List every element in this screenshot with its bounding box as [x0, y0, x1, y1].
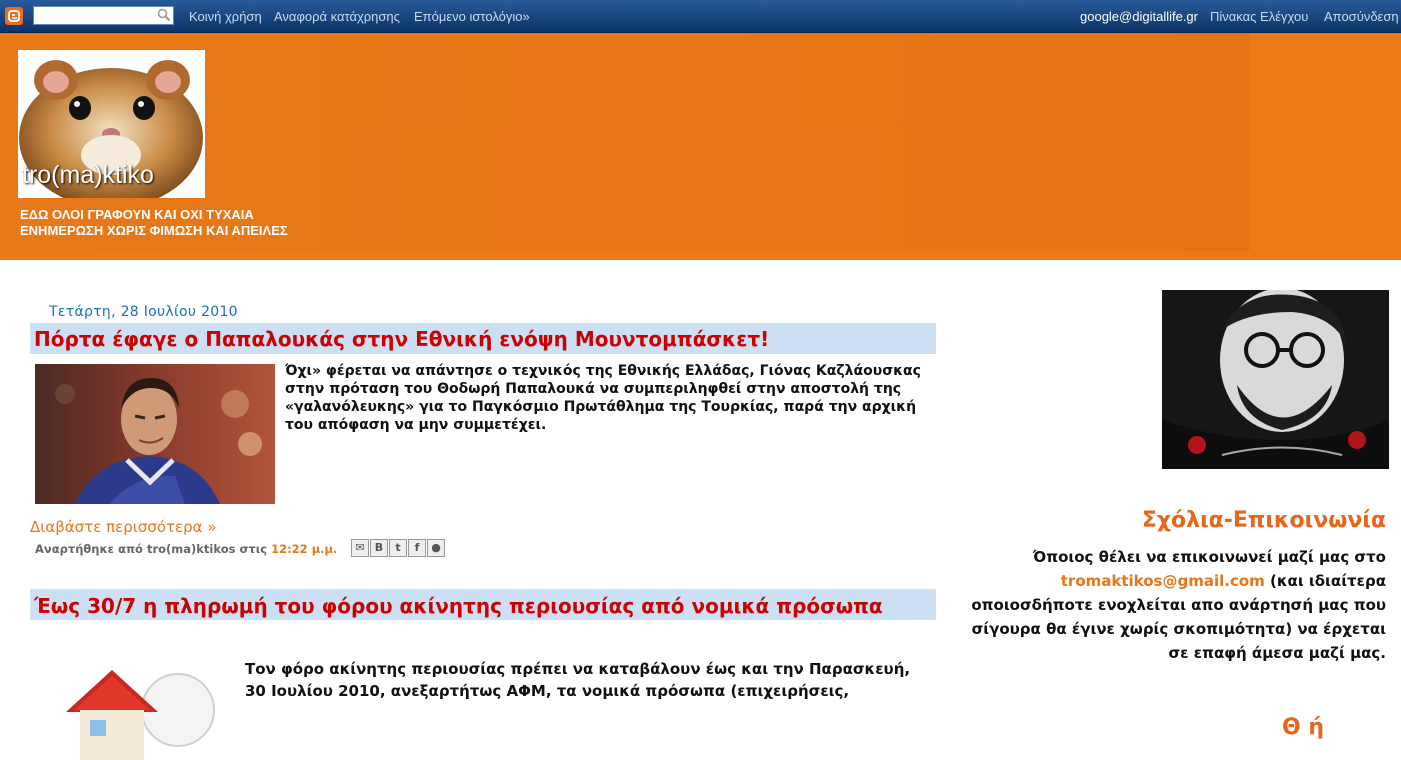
- header-inner: [0, 33, 1250, 251]
- post: [30, 323, 936, 564]
- next-blog-link[interactable]: Επόμενο ιστολόγιο»: [414, 9, 530, 24]
- dashboard-link[interactable]: Πίνακας Ελέγχου: [1210, 9, 1309, 24]
- post-excerpt-line: 30 Ιουλίου 2010, ανεξαρτήτως ΑΦΜ, τα νομικά πρόσωπα (επιχειρήσεις,: [245, 682, 850, 700]
- post-body: [30, 620, 936, 740]
- user-email: google@digitallife.gr: [1080, 9, 1198, 24]
- share-buttons: [351, 539, 446, 559]
- main-column: [30, 300, 936, 700]
- post-excerpt: Όχι» φέρεται να απάντησε ο τεχνικός της Εθνικής Ελλάδας, Γιόνας Καζλάουσκας στην πρόταση του Θοδωρή Παπαλουκά να συμπεριληφθεί στην αποστολή της «γαλανόλευκης» για το Παγκόσμιο Πρωτάθλημα της Τουρκίας, παρά την αρχική του απόφαση να μην συμμετέχει.: [285, 363, 921, 433]
- house-image[interactable]: [60, 660, 220, 760]
- post-footer: [35, 542, 936, 564]
- post: [30, 589, 936, 740]
- blogger-logo-icon[interactable]: [5, 7, 23, 25]
- report-abuse-link[interactable]: Αναφορά κατάχρησης: [274, 9, 400, 24]
- posted-by-label: Αναρτήθηκε από tro(ma)ktikos στις: [35, 542, 268, 556]
- facebook-share-icon[interactable]: f: [408, 539, 426, 557]
- post-excerpt: [245, 658, 925, 702]
- post-excerpt-line: Τον φόρο ακίνητης περιουσίας πρέπει να καταβάλουν έως και την Παρασκευή,: [245, 660, 911, 678]
- read-more-link[interactable]: Διαβάστε περισσότερα »: [30, 518, 217, 536]
- blogthis-share-icon[interactable]: B: [370, 539, 388, 557]
- next-widget-title: Θ ή: [1281, 715, 1324, 740]
- post-timestamp-link[interactable]: 12:22 μ.μ.: [271, 542, 338, 556]
- twitter-share-icon[interactable]: t: [389, 539, 407, 557]
- blog-description-line: ΕΝΗΜΕΡΩΣΗ ΧΩΡΙΣ ΦΙΜΩΣΗ ΚΑΙ ΑΠΕΙΛΕΣ: [20, 223, 288, 238]
- blog-description-line: ΕΔΩ ΟΛΟΙ ΓΡΑΦΟΥΝ ΚΑΙ ΟΧΙ ΤΥΧΑΙΑ: [20, 207, 254, 222]
- date-header: Τετάρτη, 28 Ιουλίου 2010: [49, 304, 238, 320]
- contact-text: Όποιος θέλει να επικοινωνεί μαζί μας στο: [1032, 548, 1386, 566]
- navbar-search-input[interactable]: [34, 7, 162, 24]
- navbar-search-box: [33, 6, 174, 25]
- basketball-player-image[interactable]: [35, 364, 275, 504]
- buzz-share-icon[interactable]: ●: [427, 539, 445, 557]
- blog-title[interactable]: tro(ma)ktiko: [22, 161, 154, 189]
- post-title[interactable]: Έως 30/7 η πληρωμή του φόρου ακίνητης περιουσίας από νομικά πρόσωπα: [30, 589, 936, 620]
- post-body: [30, 354, 936, 514]
- post-title[interactable]: Πόρτα έφαγε ο Παπαλουκάς στην Εθνική ενόψη Μουντομπάσκετ!: [30, 323, 936, 354]
- blogger-navbar: [0, 0, 1401, 33]
- contact-widget-title: Σχόλια-Επικοινωνία: [1141, 508, 1386, 533]
- email-share-icon[interactable]: ✉: [351, 539, 369, 557]
- blog-description: [20, 207, 288, 239]
- search-icon[interactable]: [157, 8, 171, 25]
- signout-link[interactable]: Αποσύνδεση: [1324, 9, 1399, 24]
- contact-text: (και ιδιαίτερα οποιοσδήποτε ενοχλείται απο ανάρτησή μας που σίγουρα θα έγινε χωρίς σκοπιμότητα) να έρχεται σε επαφή άμεσα μαζί μας.: [971, 572, 1386, 662]
- header: [0, 33, 1401, 260]
- portrait-image[interactable]: [1162, 290, 1389, 469]
- contact-email-link[interactable]: tromaktikos@gmail.com: [1060, 572, 1265, 590]
- contact-widget-text: [966, 545, 1386, 665]
- share-link[interactable]: Κοινή χρήση: [189, 9, 262, 24]
